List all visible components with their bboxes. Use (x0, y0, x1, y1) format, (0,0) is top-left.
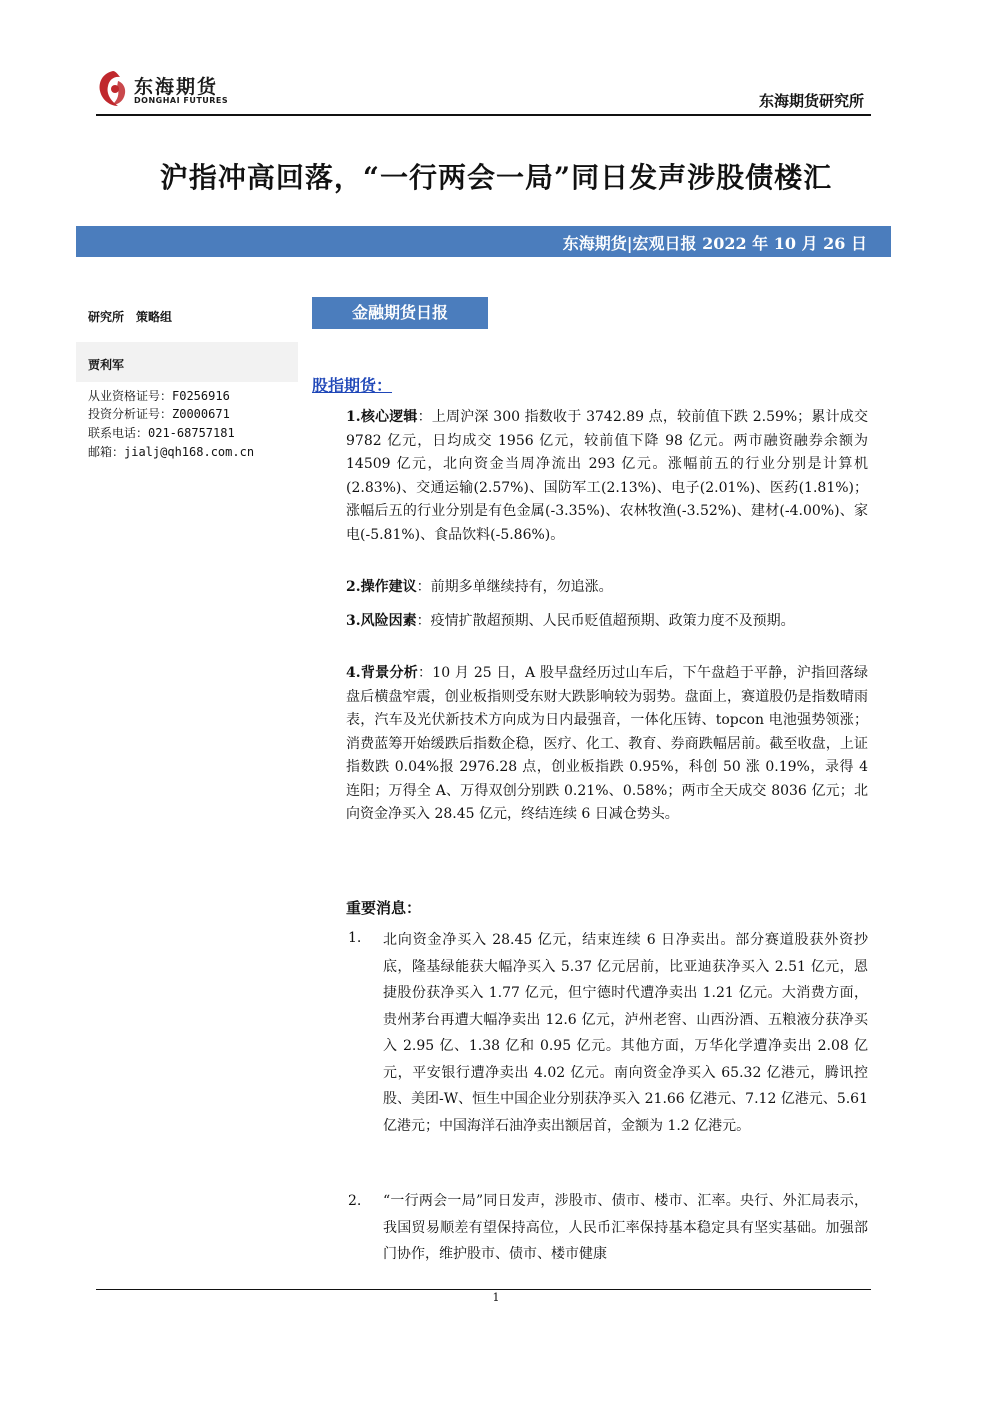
para-text: ：疫情扩散超预期、人民币贬值超预期、政策力度不及预期。 (416, 613, 795, 629)
institute-name: 东海期货研究所 (758, 92, 864, 110)
qualification-number: 从业资格证号：F0256916 (88, 389, 230, 403)
para-text: ：10 月 25 日，A 股早盘经历过山车后，下午盘趋于平静，沪指回落绿盘后横盘窄震，创业板指则受东财大跌影响较为弱势。盘面上，赛道股仍是指数晴雨表，汽车及光伏新技术方向成为日内最强音，一体化压铸、topcon 电池强势领涨；消费蓝筹开始缓跌后指数企稳，医疗、化工、教育、券商跌幅居前。截至收盘，上证指数跌 0.04%报 2976.28 点，创业板指跌 0.95%，科创 50 涨 0.19%，录得 4 连阳；万得全 A、万得双创分别跌 0.21%、0.58%；两市全天成交 8036 亿元；北向资金净买入 28.45 亿元，终结连续 6 日减仓势头。 (346, 665, 868, 822)
donghai-logo-icon (96, 68, 130, 110)
news-item: “一行两会一局”同日发声，涉股市、债市、楼市、汇率。央行、外汇局表示，我国贸易顺差有望保持高位，人民币汇率保持基本稳定具有坚实基础。加强部门协作，维护股市、债市、楼市健康 (383, 1193, 868, 1262)
para-text: ：前期多单继续持有，勿追涨。 (416, 579, 613, 595)
date-banner (76, 226, 891, 257)
logo-text-cn: 东海期货 (134, 76, 219, 98)
paragraph-background-analysis (346, 662, 868, 827)
news-number: 2. (348, 1193, 362, 1209)
analysis-cert-number: 投资分析证号：Z0000671 (88, 407, 230, 421)
para-label: 3.风险因素 (346, 613, 417, 629)
paragraph-risk-factors (346, 610, 868, 634)
report-title: 沪指冲高回落，“一行两会一局”同日发声涉股债楼汇 (159, 161, 833, 194)
banner-text: 东海期货|宏观日报 2022 年 10 月 26 日 (562, 234, 867, 253)
logo-text-en: DONGHAI FUTURES (134, 96, 229, 105)
page-number: 1 (492, 1291, 500, 1304)
analyst-name: 贾利军 (88, 358, 125, 372)
contact-email: 邮箱：jialj@qh168.com.cn (88, 445, 255, 459)
news-number: 1. (348, 930, 362, 946)
paragraph-core-logic (346, 406, 868, 547)
para-text: ：上周沪深 300 指数收于 3742.89 点，较前值下跌 2.59%；累计成交 9782 亿元，日均成交 1956 亿元，较前值下降 98 亿元。两市融资融券余额为 14509 亿元，北向资金当周净流出 293 亿元。涨幅前五的行业分别是计算机(2.83%)、交通运输(2.57%)、国防军工(2.13%)、电子(2.01%)、医药(1.81%)；涨幅后五的行业分别是有色金属(-3.35%)、农林牧渔(-3.52%)、建材(-4.00%)、家电(-5.81%)、食品饮料(-5.86%)。 (346, 409, 868, 543)
contact-phone: 联系电话：021-68757181 (88, 426, 235, 440)
para-label: 1.核心逻辑 (346, 409, 418, 425)
header-rule (96, 114, 871, 116)
para-label: 2.操作建议 (346, 579, 417, 595)
news-item: 北向资金净买入 28.45 亿元，结束连续 6 日净卖出。部分赛道股获外资抄底，隆基绿能获大幅净买入 5.37 亿元居前，比亚迪获净买入 2.51 亿元，恩捷股份获净买入 1.77 亿元，但宁德时代遭净卖出 1.21 亿元。大消费方面，贵州茅台再遭大幅净卖出 12.6 亿元，泸州老窖、山西汾酒、五粮液分获净买入 2.95 亿、1.38 亿和 0.95 亿元。其他方面，万华化学遭净卖出 2.08 亿元，平安银行遭净卖出 4.02 亿元。南向资金净买入 65.32 亿港元，腾讯控股、美团-W、恒生中国企业分别获净买入 21.66 亿港元、7.12 亿港元、5.61 亿港元；中国海洋石油净卖出额居首，金额为 1.2 亿港元。 (383, 932, 868, 1134)
department: 研究所 策略组 (88, 310, 173, 324)
paragraph-operation-advice (346, 576, 868, 600)
section-title-stock-index-futures: 股指期货： (312, 376, 393, 395)
section-title-important-news: 重要消息： (346, 899, 422, 917)
footer-rule (96, 1289, 871, 1290)
para-label: 4.背景分析 (346, 665, 419, 681)
report-type-tag: 金融期货日报 (312, 297, 488, 329)
